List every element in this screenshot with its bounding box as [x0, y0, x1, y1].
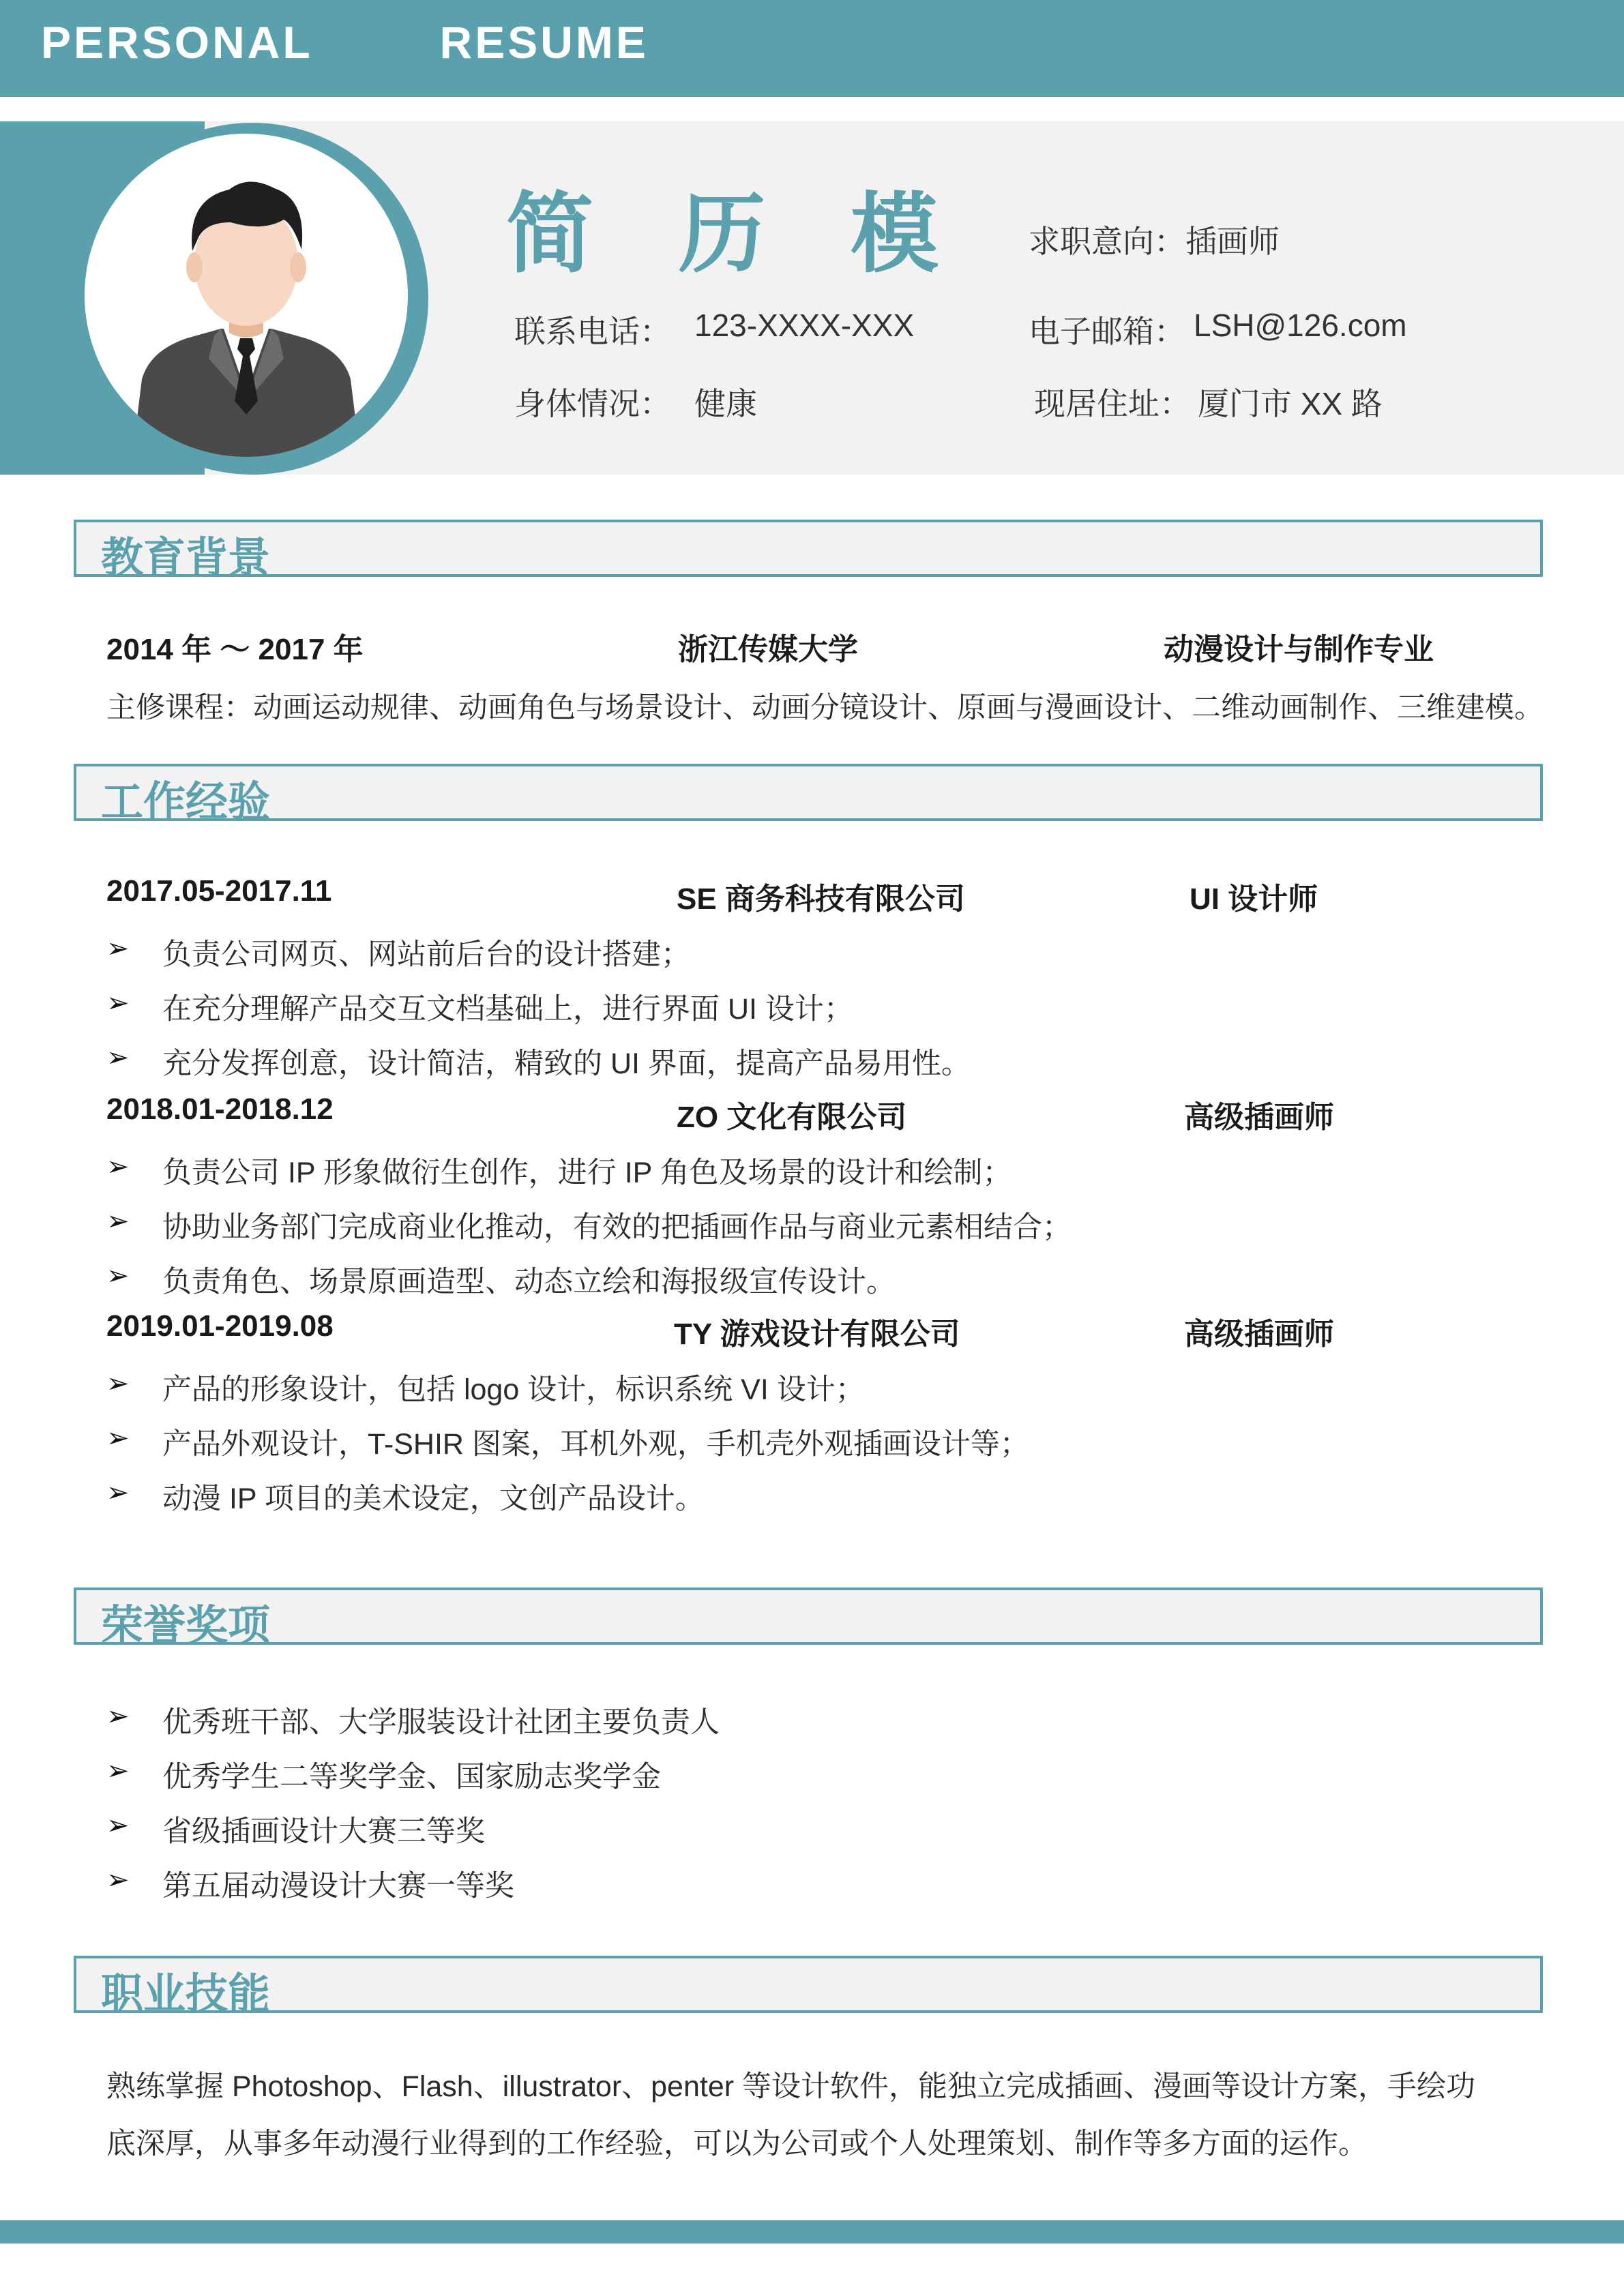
section-honors-title: 荣誉奖项 [101, 1600, 271, 1650]
section-honors-header [74, 1587, 1543, 1650]
bullet-arrow-icon: ➢ [106, 1152, 130, 1182]
education-period: 2014 年 ～ 2017 年 [106, 633, 364, 666]
section-work-title: 工作经验 [101, 777, 271, 826]
education-school: 浙江传媒大学 [678, 633, 858, 666]
section-skills-header [74, 1956, 1543, 2018]
bullet-arrow-icon: ➢ [106, 1043, 130, 1073]
skills-text-line: 熟练掌握 Photoshop、Flash、illustrator、penter 等设计软件，能独立完成插画、漫画等设计方案，手绘功 [106, 2070, 1476, 2103]
job-company: TY 游戏设计有限公司 [674, 1317, 960, 1351]
address-value: 厦门市 XX 路 [1198, 386, 1383, 421]
bullet-arrow-icon: ➢ [106, 988, 130, 1018]
job-period: 2017.05-2017.11 [106, 874, 332, 908]
section-skills-title: 职业技能 [101, 1969, 271, 2018]
footer-bar [0, 2220, 1624, 2243]
section-education-title: 教育背景 [101, 533, 271, 582]
job-duty: 产品外观设计，T-SHIR 图案，耳机外观，手机壳外观插画设计等； [162, 1428, 1029, 1461]
section-work-header [74, 764, 1543, 826]
health-value: 健康 [694, 386, 757, 421]
bullet-arrow-icon: ➢ [106, 1261, 130, 1291]
bullet-arrow-icon: ➢ [106, 1206, 130, 1236]
avatar-illustration [85, 134, 408, 457]
address-label: 现居住址： [1034, 386, 1191, 421]
education-major: 动漫设计与制作专业 [1164, 633, 1434, 666]
job-duty: 在充分理解产品交互文档基础上，进行界面 UI 设计； [162, 993, 853, 1026]
skills-text-line: 底深厚，从事多年动漫行业得到的工作经验，可以为公司或个人处理策划、制作等多方面的运作。 [106, 2128, 1368, 2160]
job-role: UI 设计师 [1190, 882, 1318, 916]
email-label: 电子邮箱： [1029, 314, 1185, 349]
bullet-arrow-icon: ➢ [106, 1369, 130, 1399]
honor-item: 第五届动漫设计大赛一等奖 [162, 1870, 514, 1903]
bullet-arrow-icon: ➢ [106, 1865, 130, 1895]
job-period: 2019.01-2019.08 [106, 1309, 334, 1343]
section-education-header [74, 520, 1543, 582]
name-title: 简 历 模 [506, 183, 966, 285]
bullet-arrow-icon: ➢ [106, 1701, 130, 1731]
job-duty: 产品的形象设计，包括 logo 设计，标识系统 VI 设计； [162, 1373, 865, 1406]
honor-item: 省级插画设计大赛三等奖 [162, 1815, 485, 1848]
bullet-arrow-icon: ➢ [106, 1810, 130, 1840]
banner-title: PERSONAL RESUME [41, 17, 649, 68]
job-intent: 求职意向：插画师 [1029, 224, 1280, 259]
phone-value: 123-XXXX-XXX [694, 308, 915, 343]
job-period: 2018.01-2018.12 [106, 1092, 334, 1126]
job-duty: 负责角色、场景原画造型、动态立绘和海报级宣传设计。 [162, 1266, 896, 1298]
job-company: ZO 文化有限公司 [677, 1101, 907, 1134]
bullet-arrow-icon: ➢ [106, 1478, 130, 1508]
avatar [85, 134, 408, 457]
honor-item: 优秀班干部、大学服装设计社团主要负责人 [162, 1706, 720, 1739]
job-role: 高级插画师 [1184, 1101, 1334, 1134]
job-duty: 协助业务部门完成商业化推动，有效的把插画作品与商业元素相结合； [162, 1211, 1072, 1244]
job-duty: 负责公司网页、网站前后台的设计搭建； [162, 938, 690, 971]
job-duty: 负责公司 IP 形象做衍生创作，进行 IP 角色及场景的设计和绘制； [162, 1157, 1012, 1189]
job-duty: 动漫 IP 项目的美术设定，文创产品设计。 [162, 1482, 705, 1515]
health-label: 身体情况： [514, 386, 671, 421]
honor-item: 优秀学生二等奖学金、国家励志奖学金 [162, 1761, 661, 1793]
job-duty: 充分发挥创意，设计简洁，精致的 UI 界面，提高产品易用性。 [162, 1047, 971, 1080]
bullet-arrow-icon: ➢ [106, 1756, 130, 1786]
bullet-arrow-icon: ➢ [106, 1423, 130, 1453]
job-role: 高级插画师 [1184, 1317, 1334, 1351]
phone-label: 联系电话： [514, 314, 671, 349]
education-courses: 主修课程：动画运动规律、动画角色与场景设计、动画分镜设计、原画与漫画设计、二维动画制作、三维建模。 [106, 691, 1544, 724]
job-company: SE 商务科技有限公司 [677, 882, 965, 916]
bullet-arrow-icon: ➢ [106, 934, 130, 964]
email-value: LSH@126.com [1194, 308, 1407, 343]
